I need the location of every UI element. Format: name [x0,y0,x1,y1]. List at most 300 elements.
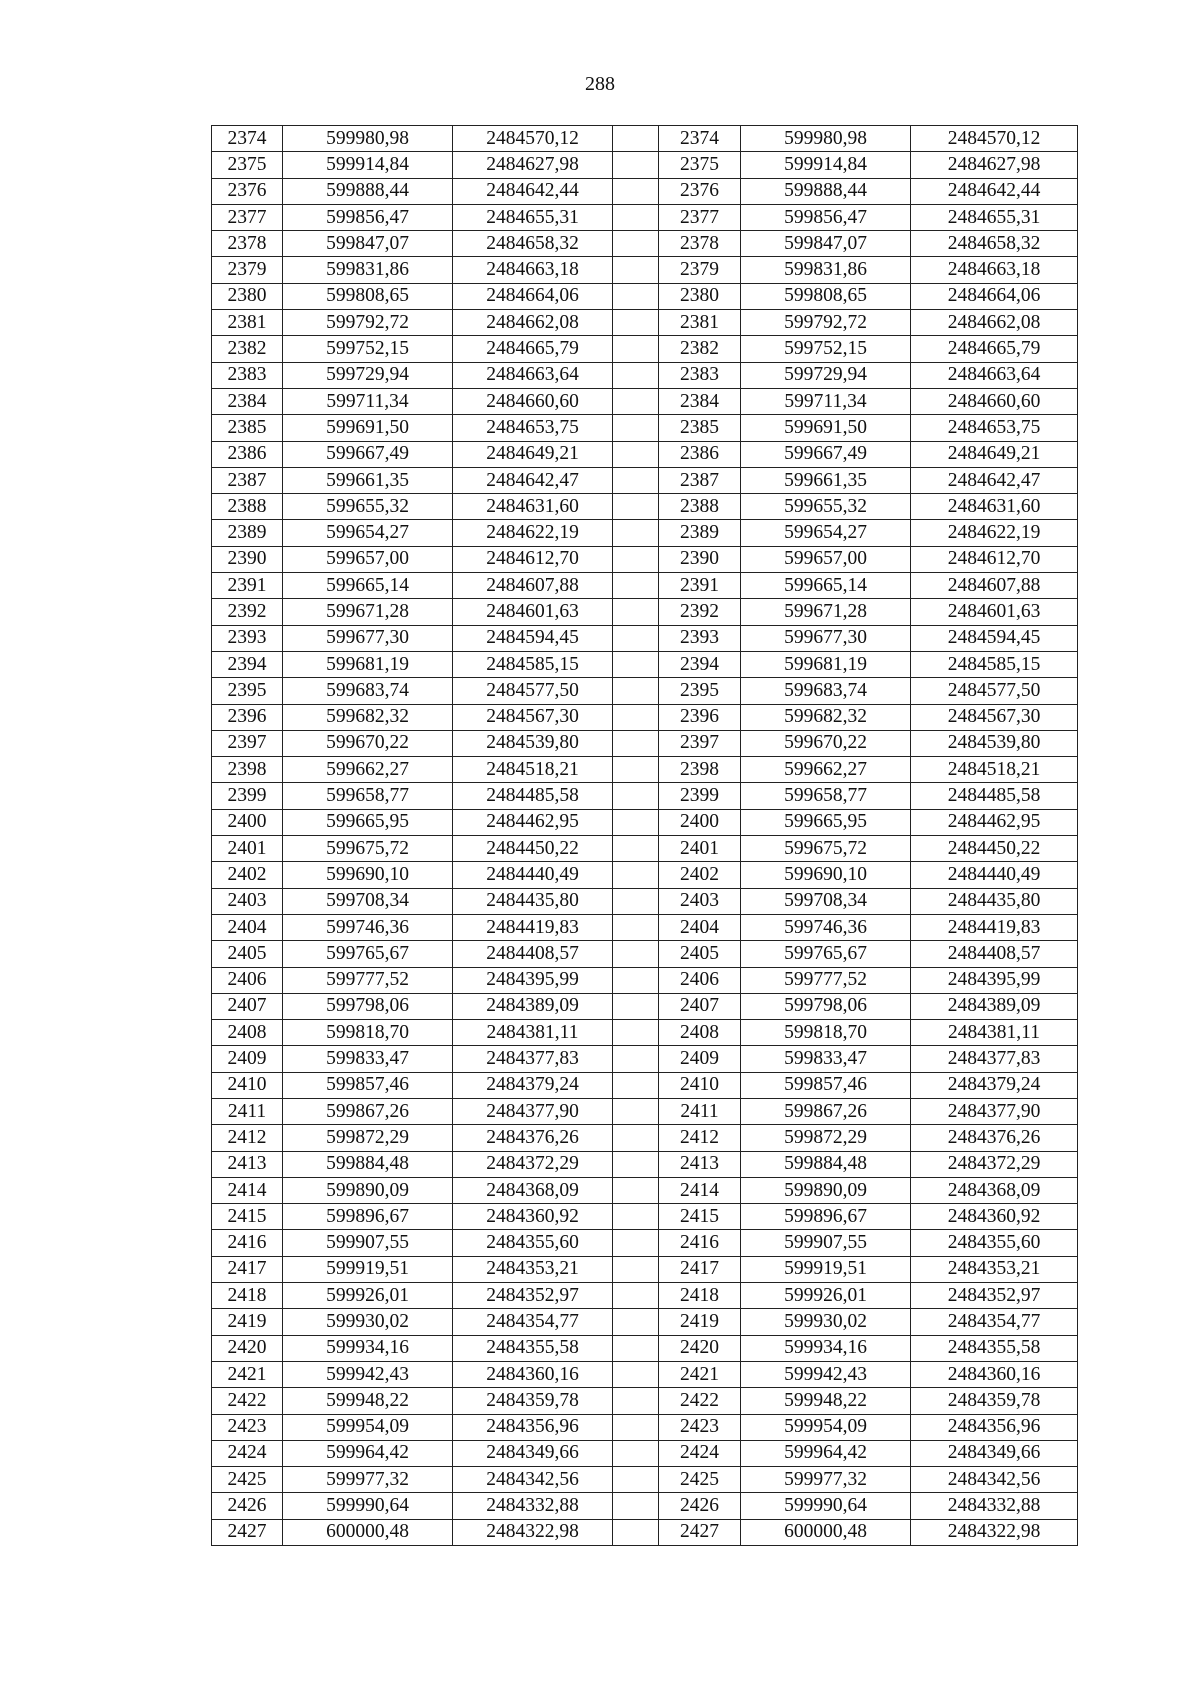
empty-cell [613,1177,659,1203]
point-number-cell: 2378 [212,231,283,257]
y-coordinate-cell: 2484662,08 [453,310,613,336]
empty-cell [613,336,659,362]
y-coordinate-cell: 2484627,98 [911,152,1078,178]
point-number-cell: 2402 [212,862,283,888]
y-coordinate-cell: 2484360,92 [453,1204,613,1230]
point-number-cell: 2395 [212,678,283,704]
y-coordinate-cell: 2484354,77 [911,1309,1078,1335]
x-coordinate-cell: 599930,02 [741,1309,911,1335]
point-number-cell: 2412 [212,1125,283,1151]
empty-cell [613,494,659,520]
point-number-cell: 2397 [212,730,283,756]
point-number-cell: 2391 [212,573,283,599]
x-coordinate-cell: 599681,19 [741,651,911,677]
x-coordinate-cell: 599792,72 [741,310,911,336]
point-number-cell: 2423 [212,1414,283,1440]
y-coordinate-cell: 2484485,58 [453,783,613,809]
x-coordinate-cell: 599926,01 [283,1283,453,1309]
x-coordinate-cell: 599792,72 [283,310,453,336]
y-coordinate-cell: 2484642,47 [911,467,1078,493]
x-coordinate-cell: 599683,74 [741,678,911,704]
y-coordinate-cell: 2484664,06 [911,283,1078,309]
table-row [212,1177,1078,1203]
point-number-cell: 2416 [659,1230,741,1256]
coordinates-table [211,125,1078,1546]
table-row [212,415,1078,441]
x-coordinate-cell: 599677,30 [741,625,911,651]
point-number-cell: 2384 [212,388,283,414]
x-coordinate-cell: 599670,22 [283,730,453,756]
x-coordinate-cell: 599691,50 [741,415,911,441]
y-coordinate-cell: 2484642,44 [453,178,613,204]
y-coordinate-cell: 2484570,12 [911,126,1078,152]
y-coordinate-cell: 2484649,21 [453,441,613,467]
table-row [212,1414,1078,1440]
x-coordinate-cell: 599888,44 [283,178,453,204]
point-number-cell: 2423 [659,1414,741,1440]
empty-cell [613,1151,659,1177]
empty-cell [613,178,659,204]
x-coordinate-cell: 599675,72 [741,836,911,862]
point-number-cell: 2425 [212,1467,283,1493]
y-coordinate-cell: 2484359,78 [453,1388,613,1414]
x-coordinate-cell: 599675,72 [283,836,453,862]
point-number-cell: 2414 [659,1177,741,1203]
point-number-cell: 2401 [659,836,741,862]
table-row [212,310,1078,336]
y-coordinate-cell: 2484663,18 [911,257,1078,283]
x-coordinate-cell: 599690,10 [283,862,453,888]
empty-cell [613,546,659,572]
point-number-cell: 2387 [659,467,741,493]
point-number-cell: 2380 [212,283,283,309]
x-coordinate-cell: 599954,09 [741,1414,911,1440]
empty-cell [613,888,659,914]
point-number-cell: 2407 [659,993,741,1019]
x-coordinate-cell: 599665,95 [283,809,453,835]
empty-cell [613,231,659,257]
point-number-cell: 2420 [659,1335,741,1361]
x-coordinate-cell: 599667,49 [741,441,911,467]
x-coordinate-cell: 599777,52 [283,967,453,993]
point-number-cell: 2388 [659,494,741,520]
x-coordinate-cell: 599857,46 [283,1072,453,1098]
y-coordinate-cell: 2484372,29 [911,1151,1078,1177]
y-coordinate-cell: 2484607,88 [911,573,1078,599]
point-number-cell: 2389 [212,520,283,546]
table-row [212,467,1078,493]
y-coordinate-cell: 2484658,32 [453,231,613,257]
empty-cell [613,941,659,967]
point-number-cell: 2381 [212,310,283,336]
table-row [212,1519,1078,1545]
y-coordinate-cell: 2484379,24 [453,1072,613,1098]
table-row [212,388,1078,414]
empty-cell [613,415,659,441]
x-coordinate-cell: 599798,06 [741,993,911,1019]
table-row [212,494,1078,520]
empty-cell [613,783,659,809]
point-number-cell: 2424 [659,1440,741,1466]
point-number-cell: 2406 [659,967,741,993]
y-coordinate-cell: 2484419,83 [911,914,1078,940]
x-coordinate-cell: 599980,98 [741,126,911,152]
empty-cell [613,362,659,388]
y-coordinate-cell: 2484567,30 [453,704,613,730]
point-number-cell: 2375 [212,152,283,178]
empty-cell [613,1230,659,1256]
point-number-cell: 2393 [659,625,741,651]
y-coordinate-cell: 2484354,77 [453,1309,613,1335]
table-row [212,1388,1078,1414]
y-coordinate-cell: 2484518,21 [453,757,613,783]
y-coordinate-cell: 2484419,83 [453,914,613,940]
y-coordinate-cell: 2484408,57 [453,941,613,967]
y-coordinate-cell: 2484665,79 [911,336,1078,362]
point-number-cell: 2381 [659,310,741,336]
point-number-cell: 2409 [212,1046,283,1072]
point-number-cell: 2416 [212,1230,283,1256]
x-coordinate-cell: 599930,02 [283,1309,453,1335]
x-coordinate-cell: 599752,15 [741,336,911,362]
point-number-cell: 2410 [212,1072,283,1098]
x-coordinate-cell: 599677,30 [283,625,453,651]
y-coordinate-cell: 2484594,45 [911,625,1078,651]
table-row [212,1493,1078,1519]
x-coordinate-cell: 599661,35 [283,467,453,493]
point-number-cell: 2377 [212,204,283,230]
empty-cell [613,1335,659,1361]
y-coordinate-cell: 2484355,58 [911,1335,1078,1361]
x-coordinate-cell: 599746,36 [741,914,911,940]
table-row [212,1046,1078,1072]
table-row [212,599,1078,625]
empty-cell [613,730,659,756]
y-coordinate-cell: 2484332,88 [453,1493,613,1519]
x-coordinate-cell: 599831,86 [741,257,911,283]
point-number-cell: 2404 [659,914,741,940]
x-coordinate-cell: 599857,46 [741,1072,911,1098]
point-number-cell: 2374 [659,126,741,152]
empty-cell [613,1283,659,1309]
y-coordinate-cell: 2484377,83 [453,1046,613,1072]
y-coordinate-cell: 2484450,22 [911,836,1078,862]
empty-cell [613,1256,659,1282]
table-row [212,757,1078,783]
table-row [212,126,1078,152]
table-row [212,809,1078,835]
table-row [212,546,1078,572]
y-coordinate-cell: 2484395,99 [911,967,1078,993]
x-coordinate-cell: 599654,27 [283,520,453,546]
point-number-cell: 2414 [212,1177,283,1203]
x-coordinate-cell: 599856,47 [741,204,911,230]
y-coordinate-cell: 2484381,11 [911,1020,1078,1046]
y-coordinate-cell: 2484663,64 [911,362,1078,388]
table-row [212,1098,1078,1124]
table-row [212,1440,1078,1466]
y-coordinate-cell: 2484352,97 [911,1283,1078,1309]
point-number-cell: 2391 [659,573,741,599]
y-coordinate-cell: 2484642,47 [453,467,613,493]
x-coordinate-cell: 599856,47 [283,204,453,230]
y-coordinate-cell: 2484539,80 [911,730,1078,756]
point-number-cell: 2379 [212,257,283,283]
x-coordinate-cell: 599872,29 [741,1125,911,1151]
y-coordinate-cell: 2484381,11 [453,1020,613,1046]
y-coordinate-cell: 2484352,97 [453,1283,613,1309]
y-coordinate-cell: 2484631,60 [911,494,1078,520]
y-coordinate-cell: 2484355,60 [453,1230,613,1256]
table-row [212,1361,1078,1387]
x-coordinate-cell: 599765,67 [283,941,453,967]
x-coordinate-cell: 599681,19 [283,651,453,677]
table-row [212,573,1078,599]
x-coordinate-cell: 599658,77 [283,783,453,809]
x-coordinate-cell: 599711,34 [283,388,453,414]
point-number-cell: 2399 [659,783,741,809]
table-row [212,1072,1078,1098]
point-number-cell: 2402 [659,862,741,888]
x-coordinate-cell: 599990,64 [741,1493,911,1519]
table-row [212,1335,1078,1361]
table-row [212,1283,1078,1309]
x-coordinate-cell: 599867,26 [283,1098,453,1124]
x-coordinate-cell: 599896,67 [741,1204,911,1230]
point-number-cell: 2384 [659,388,741,414]
x-coordinate-cell: 599907,55 [741,1230,911,1256]
table-row [212,1204,1078,1230]
table-row [212,730,1078,756]
empty-cell [613,283,659,309]
point-number-cell: 2403 [659,888,741,914]
y-coordinate-cell: 2484355,58 [453,1335,613,1361]
x-coordinate-cell: 599655,32 [283,494,453,520]
point-number-cell: 2383 [212,362,283,388]
empty-cell [613,967,659,993]
y-coordinate-cell: 2484342,56 [911,1467,1078,1493]
y-coordinate-cell: 2484663,18 [453,257,613,283]
point-number-cell: 2411 [659,1098,741,1124]
point-number-cell: 2413 [659,1151,741,1177]
table-row [212,257,1078,283]
x-coordinate-cell: 599833,47 [283,1046,453,1072]
table-row [212,441,1078,467]
y-coordinate-cell: 2484607,88 [453,573,613,599]
empty-cell [613,573,659,599]
point-number-cell: 2374 [212,126,283,152]
x-coordinate-cell: 599914,84 [741,152,911,178]
y-coordinate-cell: 2484372,29 [453,1151,613,1177]
empty-cell [613,1098,659,1124]
y-coordinate-cell: 2484601,63 [453,599,613,625]
point-number-cell: 2426 [659,1493,741,1519]
y-coordinate-cell: 2484462,95 [453,809,613,835]
table-row [212,836,1078,862]
x-coordinate-cell: 599833,47 [741,1046,911,1072]
table-row [212,520,1078,546]
point-number-cell: 2397 [659,730,741,756]
x-coordinate-cell: 599990,64 [283,1493,453,1519]
x-coordinate-cell: 599690,10 [741,862,911,888]
point-number-cell: 2393 [212,625,283,651]
x-coordinate-cell: 599752,15 [283,336,453,362]
x-coordinate-cell: 599671,28 [741,599,911,625]
x-coordinate-cell: 599777,52 [741,967,911,993]
x-coordinate-cell: 599977,32 [283,1467,453,1493]
y-coordinate-cell: 2484360,92 [911,1204,1078,1230]
point-number-cell: 2398 [212,757,283,783]
table-row [212,967,1078,993]
x-coordinate-cell: 599654,27 [741,520,911,546]
empty-cell [613,1388,659,1414]
y-coordinate-cell: 2484662,08 [911,310,1078,336]
y-coordinate-cell: 2484462,95 [911,809,1078,835]
y-coordinate-cell: 2484665,79 [453,336,613,362]
point-number-cell: 2388 [212,494,283,520]
point-number-cell: 2380 [659,283,741,309]
empty-cell [613,993,659,1019]
empty-cell [613,1072,659,1098]
y-coordinate-cell: 2484440,49 [911,862,1078,888]
x-coordinate-cell: 599711,34 [741,388,911,414]
point-number-cell: 2406 [212,967,283,993]
x-coordinate-cell: 599847,07 [741,231,911,257]
y-coordinate-cell: 2484377,83 [911,1046,1078,1072]
table-row [212,1230,1078,1256]
table-row [212,1467,1078,1493]
y-coordinate-cell: 2484322,98 [911,1519,1078,1545]
empty-cell [613,388,659,414]
point-number-cell: 2415 [659,1204,741,1230]
y-coordinate-cell: 2484663,64 [453,362,613,388]
point-number-cell: 2427 [212,1519,283,1545]
y-coordinate-cell: 2484631,60 [453,494,613,520]
x-coordinate-cell: 599729,94 [283,362,453,388]
y-coordinate-cell: 2484359,78 [911,1388,1078,1414]
y-coordinate-cell: 2484642,44 [911,178,1078,204]
y-coordinate-cell: 2484655,31 [453,204,613,230]
point-number-cell: 2392 [659,599,741,625]
table-row [212,914,1078,940]
empty-cell [613,809,659,835]
y-coordinate-cell: 2484664,06 [453,283,613,309]
point-number-cell: 2376 [212,178,283,204]
table-row [212,651,1078,677]
x-coordinate-cell: 599964,42 [741,1440,911,1466]
x-coordinate-cell: 599691,50 [283,415,453,441]
x-coordinate-cell: 599872,29 [283,1125,453,1151]
point-number-cell: 2419 [659,1309,741,1335]
page-number: 288 [585,73,615,95]
x-coordinate-cell: 599934,16 [741,1335,911,1361]
x-coordinate-cell: 599942,43 [283,1361,453,1387]
x-coordinate-cell: 599667,49 [283,441,453,467]
x-coordinate-cell: 599980,98 [283,126,453,152]
x-coordinate-cell: 599658,77 [741,783,911,809]
point-number-cell: 2415 [212,1204,283,1230]
point-number-cell: 2413 [212,1151,283,1177]
point-number-cell: 2427 [659,1519,741,1545]
x-coordinate-cell: 599818,70 [741,1020,911,1046]
x-coordinate-cell: 599682,32 [283,704,453,730]
x-coordinate-cell: 599729,94 [741,362,911,388]
y-coordinate-cell: 2484658,32 [911,231,1078,257]
point-number-cell: 2418 [212,1283,283,1309]
point-number-cell: 2417 [212,1256,283,1282]
point-number-cell: 2394 [659,651,741,677]
point-number-cell: 2395 [659,678,741,704]
table-row [212,204,1078,230]
x-coordinate-cell: 599662,27 [283,757,453,783]
point-number-cell: 2390 [659,546,741,572]
y-coordinate-cell: 2484653,75 [453,415,613,441]
y-coordinate-cell: 2484368,09 [911,1177,1078,1203]
y-coordinate-cell: 2484349,66 [453,1440,613,1466]
table-row [212,1125,1078,1151]
y-coordinate-cell: 2484332,88 [911,1493,1078,1519]
point-number-cell: 2392 [212,599,283,625]
y-coordinate-cell: 2484485,58 [911,783,1078,809]
table-row [212,1256,1078,1282]
x-coordinate-cell: 599708,34 [283,888,453,914]
x-coordinate-cell: 599919,51 [283,1256,453,1282]
table-row [212,1020,1078,1046]
x-coordinate-cell: 599665,14 [741,573,911,599]
y-coordinate-cell: 2484660,60 [453,388,613,414]
point-number-cell: 2424 [212,1440,283,1466]
empty-cell [613,651,659,677]
point-number-cell: 2383 [659,362,741,388]
empty-cell [613,152,659,178]
y-coordinate-cell: 2484355,60 [911,1230,1078,1256]
point-number-cell: 2404 [212,914,283,940]
point-number-cell: 2408 [212,1020,283,1046]
x-coordinate-cell: 600000,48 [283,1519,453,1545]
x-coordinate-cell: 599670,22 [741,730,911,756]
y-coordinate-cell: 2484440,49 [453,862,613,888]
point-number-cell: 2390 [212,546,283,572]
y-coordinate-cell: 2484389,09 [911,993,1078,1019]
y-coordinate-cell: 2484622,19 [453,520,613,546]
empty-cell [613,1361,659,1387]
empty-cell [613,836,659,862]
empty-cell [613,862,659,888]
y-coordinate-cell: 2484353,21 [911,1256,1078,1282]
y-coordinate-cell: 2484377,90 [911,1098,1078,1124]
point-number-cell: 2403 [212,888,283,914]
x-coordinate-cell: 599948,22 [741,1388,911,1414]
x-coordinate-cell: 599914,84 [283,152,453,178]
x-coordinate-cell: 599682,32 [741,704,911,730]
point-number-cell: 2382 [659,336,741,362]
y-coordinate-cell: 2484342,56 [453,1467,613,1493]
x-coordinate-cell: 599977,32 [741,1467,911,1493]
table-row [212,625,1078,651]
point-number-cell: 2418 [659,1283,741,1309]
table-row [212,704,1078,730]
x-coordinate-cell: 599665,95 [741,809,911,835]
y-coordinate-cell: 2484622,19 [911,520,1078,546]
table-row [212,941,1078,967]
y-coordinate-cell: 2484577,50 [911,678,1078,704]
x-coordinate-cell: 599926,01 [741,1283,911,1309]
y-coordinate-cell: 2484353,21 [453,1256,613,1282]
x-coordinate-cell: 599655,32 [741,494,911,520]
point-number-cell: 2386 [659,441,741,467]
x-coordinate-cell: 599671,28 [283,599,453,625]
empty-cell [613,310,659,336]
